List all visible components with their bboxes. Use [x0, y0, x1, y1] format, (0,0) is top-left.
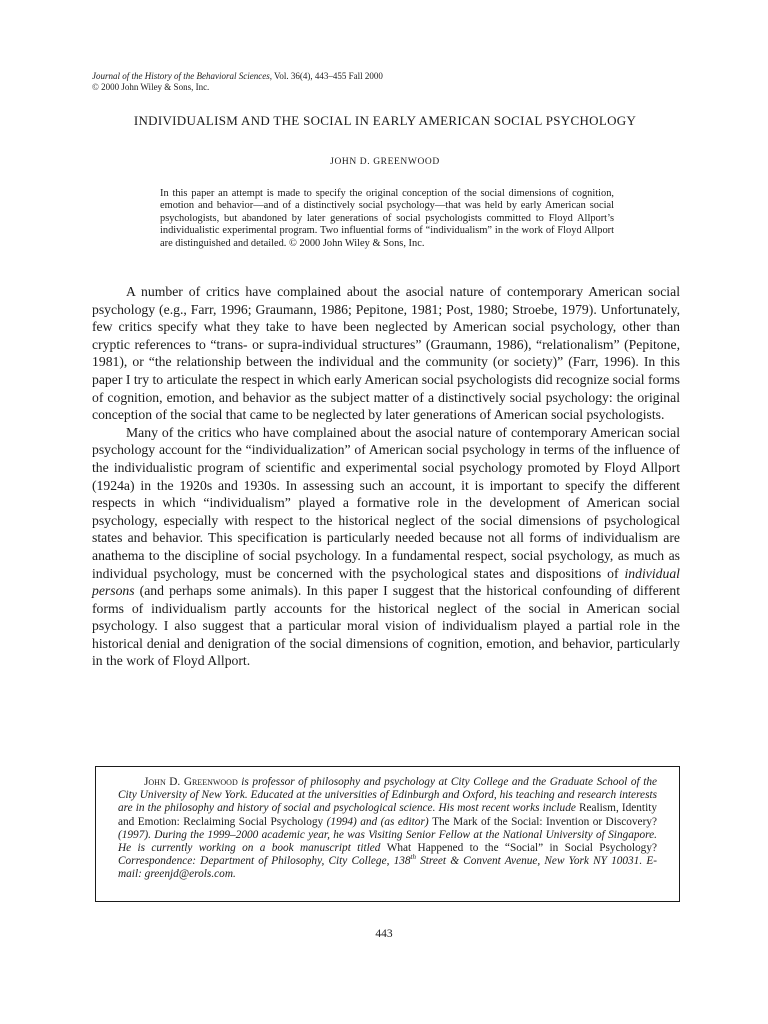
journal-name: Journal of the History of the Behavioral Sciences, — [92, 71, 272, 81]
bio-book-2: The Mark of the Social: Invention or Discovery? — [432, 815, 657, 828]
bio-book-3: What Happened to the “Social” in Social Psychology? — [386, 842, 657, 855]
page-number: 443 — [375, 928, 393, 940]
journal-header — [92, 71, 383, 93]
bio-book-1: Realism, Identity and Emotion: Reclaiming Social Psychology — [118, 802, 657, 828]
journal-citation — [92, 71, 383, 82]
bio-text-5: Street & Convent Avenue, New York NY 10031. E-mail: greenjd@erols.com. — [118, 855, 657, 881]
paragraph-2-text-end: (and perhaps some animals). In this paper I suggest that the historical confounding of different forms of individualism partly accounts for the historical neglect of the social in American social psychology. I also suggest that a particular moral vision of individualism played a partial role in the historical denial and denigration of the social dimensions of cognition, emotion, and behavior, particularly in the work of Floyd Allport. — [92, 583, 680, 669]
bio-text-2: (1994) and (as editor) — [323, 815, 433, 828]
bio-text-3: (1997). During the 1999–2000 academic year, he was Visiting Senior Fellow at the National University of Singapore. He is currently working on a book manuscript titled — [118, 828, 657, 855]
bio-superscript: th — [410, 853, 416, 862]
article-author: JOHN D. GREENWOOD — [330, 157, 440, 167]
author-bio-box — [95, 766, 680, 902]
author-bio — [118, 776, 657, 882]
journal-volume: Vol. 36(4), 443–455 Fall 2000 — [271, 71, 383, 81]
body-paragraph-1: A number of critics have complained about the asocial nature of contemporary American social psychology (e.g., Farr, 1996; Graumann, 1986; Pepitone, 1981; Post, 1980; Stroebe, 1979). Unfortunately, few critics specify what they take to have been neglected by American social psychology, other than cryptic references to “trans- or supra-individual structures” (Graumann, 1986), “relationalism” (Pepitone, 1981), or “the relationship between the individual and the community (or society)” (Farr, 1996). In this paper I try to articulate the respect in which early American social psychologists did recognize social forms of cognition, emotion, and behavior as the subject matter of a distinctively social psychology: the original conception of the social that came to be neglected by later generations of American social psychologists. — [92, 284, 680, 423]
body-paragraph-2 — [92, 424, 680, 670]
article-body — [92, 283, 680, 670]
journal-copyright: © 2000 John Wiley & Sons, Inc. — [92, 82, 210, 92]
bio-text-4: Correspondence: Department of Philosophy, City College, 138 — [118, 855, 411, 868]
paragraph-2-text-start: Many of the critics who have complained about the asocial nature of contemporary American social psychology account for the “individualization” of American social psychology in terms of the influence of the individualistic program of scientific and experimental social psychology promoted by Floyd Allport (1924a) in the 1920s and 1930s. In assessing such an account, it is important to specify the different respects in which “individualism” played a formative role in the development of American social psychology, especially with respect to the historical neglect of the social dimensions of psychological states and behavior. This specification is particularly needed because not all forms of individualism are anathema to the discipline of social psychology. In a fundamental respect, social psychology, as much as individual psychology, must be concerned with the psychological states and dispositions of — [92, 424, 680, 581]
bio-name-last: Greenwood — [183, 776, 238, 788]
article-title: INDIVIDUALISM AND THE SOCIAL IN EARLY AMERICAN SOCIAL PSYCHOLOGY — [133, 113, 637, 128]
paragraph-2-emphasis: individual persons — [92, 565, 680, 599]
article-abstract: In this paper an attempt is made to specify the original conception of the social dimensions of cognition, emotion and behavior—and of a distinctively social psychology—that was held by early American social psychologists, but abandoned by later generations of social psychologists committed to Floyd Allport’s individualistic experimental program. Two influential forms of “individualism” in the work of Floyd Allport are distinguished and detailed. © 2000 John Wiley & Sons, Inc. — [160, 188, 614, 249]
bio-text-1: is professor of philosophy and psychology at City College and the Graduate School of the City University of New York. Educated at the universities of Edinburgh and Oxford, his teaching and research interests are in the philosophy and history of social and psychological science. His most recent works include — [118, 776, 657, 815]
bio-name-first: John D. — [144, 776, 184, 788]
